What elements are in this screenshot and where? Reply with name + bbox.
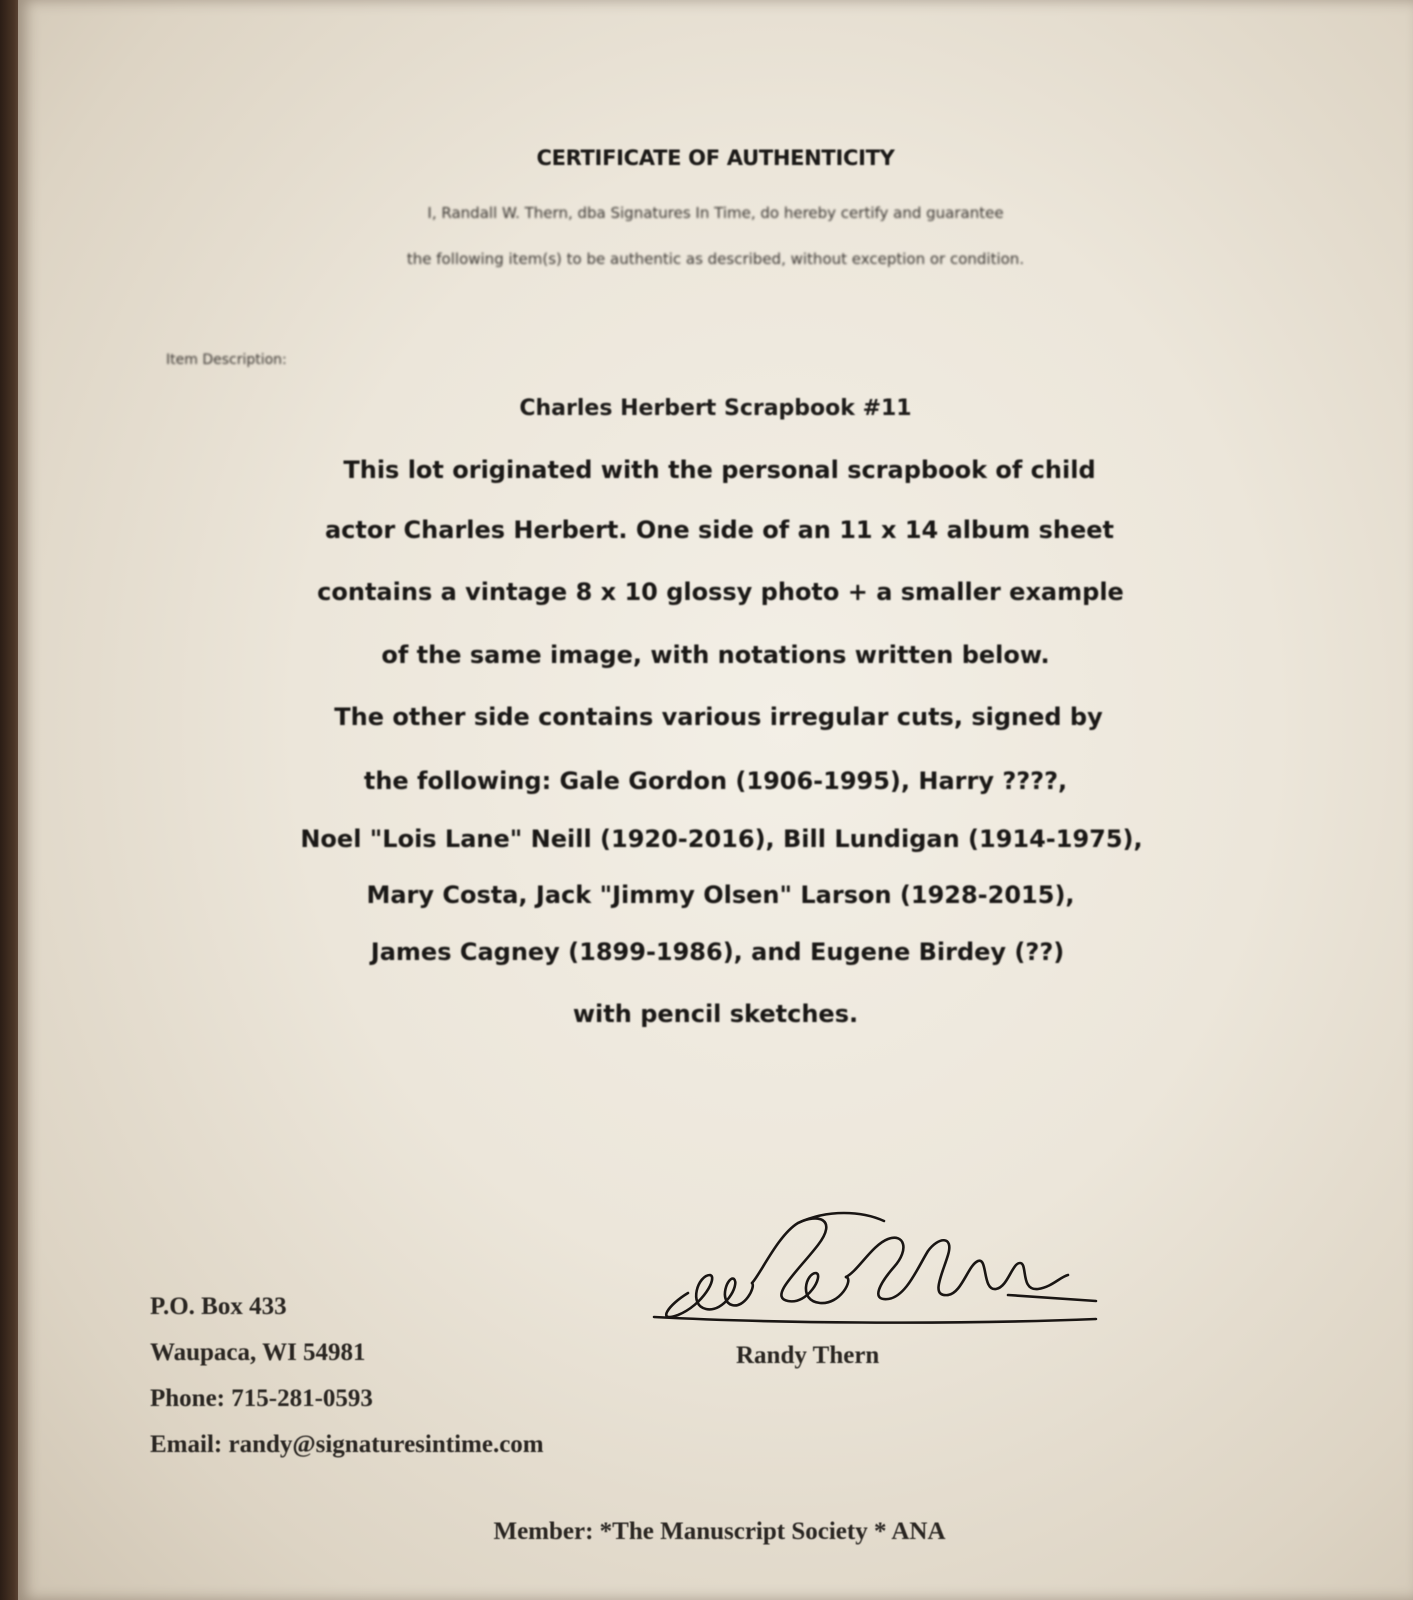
contact-block [150, 1284, 544, 1468]
description-line: actor Charles Herbert. One side of an 11 x 14 album sheet [324, 516, 1115, 544]
membership-footer: Member: *The Manuscript Society * ANA [493, 1518, 946, 1545]
description-line: of the same image, with notations written below. [381, 641, 1050, 669]
email-address: Email: randy@signaturesintime.com [150, 1431, 544, 1458]
description-line: This lot originated with the personal scrapbook of child [343, 456, 1096, 484]
certificate-paper [18, 0, 1413, 1600]
signature-underline [654, 1317, 1096, 1323]
city-state-zip: Waupaca, WI 54981 [150, 1339, 366, 1366]
item-title: Charles Herbert Scrapbook #11 [519, 396, 912, 421]
description-line: with pencil sketches. [572, 1000, 859, 1028]
description-line: contains a vintage 8 x 10 glossy photo + a smaller example [317, 578, 1124, 606]
description-line: Mary Costa, Jack "Jimmy Olsen" Larson (1928-2015), [366, 881, 1075, 909]
description-line: Noel "Lois Lane" Neill (1920-2016), Bill Lundigan (1914-1975), [300, 825, 1143, 853]
description-line: the following: Gale Gordon (1906-1995), Harry ????, [363, 767, 1068, 795]
signature-stroke [948, 1261, 1068, 1295]
certificate-intro-line-2: the following item(s) to be authentic as described, without exception or condition. [406, 250, 1025, 268]
signature-stroke [666, 1275, 753, 1317]
item-description-label: Item Description: [166, 352, 287, 368]
po-box: P.O. Box 433 [150, 1293, 287, 1320]
handwritten-signature [648, 1205, 1108, 1345]
phone-number: Phone: 715-281-0593 [150, 1385, 373, 1412]
signature-stroke [752, 1218, 848, 1303]
signature-stroke [846, 1238, 949, 1299]
signer-name: Randy Thern [736, 1342, 880, 1369]
certificate-title: CERTIFICATE OF AUTHENTICITY [536, 146, 895, 170]
signature-stroke [798, 1213, 884, 1223]
description-line: James Cagney (1899-1986), and Eugene Birdey (??) [370, 938, 1065, 966]
certificate-intro-line-1: I, Randall W. Thern, dba Signatures In Time, do hereby certify and guarantee [427, 204, 1004, 222]
signature-stroke [1008, 1295, 1096, 1301]
description-line: The other side contains various irregular cuts, signed by [334, 703, 1103, 731]
